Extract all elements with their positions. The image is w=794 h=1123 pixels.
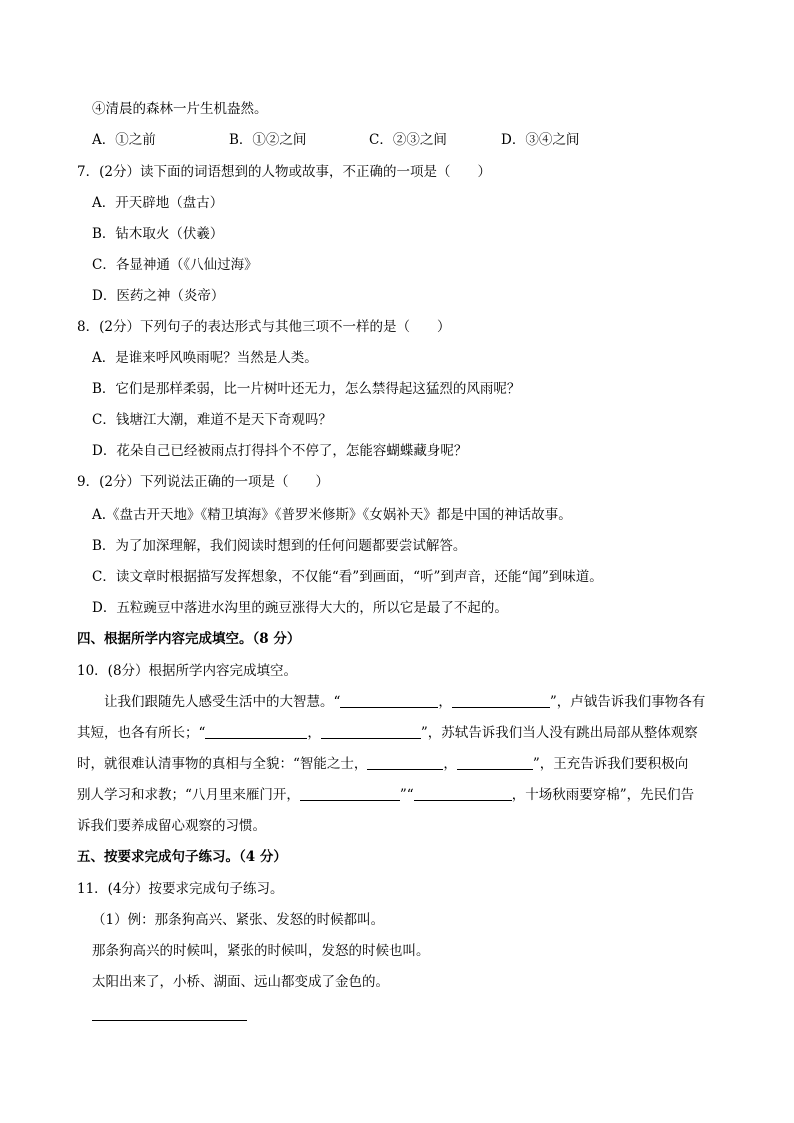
fill-blank[interactable] — [452, 693, 550, 708]
q10-text: 时，就很难认清事物的真相与全貌：“智能之士， — [77, 756, 368, 772]
q6-option-d[interactable]: D．③④之间 — [501, 132, 580, 148]
q10-line-2 — [77, 723, 698, 743]
q10-text: ”“ — [399, 787, 414, 803]
q8-stem: 8．(2分）下列句子的表达形式与其他三项不一样的是（ ） — [77, 319, 451, 335]
q10-text: ”，苏轼告诉我们当人没有跳出局部从整体观察 — [420, 725, 698, 741]
q11-stem: 11．(4分）按要求完成句子练习。 — [77, 881, 284, 897]
q11-answer-line[interactable] — [92, 1020, 247, 1021]
q11-task-sentence: 太阳出来了，小桥、湖面、远山都变成了金色的。 — [92, 974, 389, 990]
q6-option-a[interactable]: A．①之前 — [92, 132, 156, 148]
q10-text: ， — [438, 694, 452, 710]
q6-option-c[interactable]: C．②③之间 — [369, 132, 447, 148]
q10-text: 别人学习和求教；“八月里来雁门开， — [77, 787, 300, 803]
fill-blank[interactable] — [300, 786, 400, 801]
fill-blank[interactable] — [414, 786, 512, 801]
q10-text: ”，王充告诉我们要积极向 — [532, 756, 689, 772]
q7-stem: 7．(2分）读下面的词语想到的人物或故事，不正确的一项是（ ） — [77, 164, 491, 180]
fill-blank[interactable] — [321, 724, 421, 739]
q7-option-c[interactable]: C．各显神通（《八仙过海》 — [92, 257, 258, 273]
q10-text: ， — [307, 725, 321, 741]
fill-blank[interactable] — [367, 755, 443, 770]
q9-option-a[interactable]: A.《盘古开天地》《精卫填海》《普罗米修斯》《女娲补天》都是中国的神话故事。 — [92, 507, 572, 523]
q8-option-b[interactable]: B．它们是那样柔弱，比一片树叶还无力，怎么禁得起这猛烈的风雨呢？ — [92, 381, 521, 397]
fill-blank[interactable] — [340, 693, 438, 708]
q9-option-d[interactable]: D．五粒豌豆中落进水沟里的豌豆涨得大大的，所以它是最了不起的。 — [92, 600, 508, 616]
q10-line-4 — [77, 785, 694, 805]
section-4-heading: 四、根据所学内容完成填空。（8 分） — [77, 631, 301, 647]
q7-option-b[interactable]: B．钻木取火（伏羲） — [92, 226, 224, 242]
q9-stem: 9．(2分）下列说法正确的一项是（ ） — [77, 474, 329, 490]
q11-sub-1: （1）例：那条狗高兴、紧张、发怒的时候都叫。 — [92, 912, 385, 928]
q11-example-answer: 那条狗高兴的时候叫，紧张的时候叫，发怒的时候也叫。 — [92, 943, 430, 959]
q10-text: ”，卢钺告诉我们事物各有 — [549, 694, 706, 710]
q10-line-1 — [104, 692, 705, 712]
q7-option-d[interactable]: D．医药之神（炎帝） — [92, 288, 225, 304]
q6-option-b[interactable]: B．①②之间 — [229, 132, 307, 148]
section-5-heading: 五、按要求完成句子练习。（4 分） — [77, 849, 287, 865]
q9-option-b[interactable]: B．为了加深理解，我们阅读时想到的任何问题都要尝试解答。 — [92, 538, 467, 554]
q10-text: 让我们跟随先人感受生活中的大智慧。“ — [104, 694, 341, 710]
q10-text: 其短，也各有所长；“ — [77, 725, 206, 741]
q10-text: ， — [443, 756, 457, 772]
q9-option-c[interactable]: C．读文章时根据描写发挥想象，不仅能“看”到画面，“听”到声音，还能“闻”到味道。 — [92, 569, 603, 585]
q10-stem: 10．(8分）根据所学内容完成填空。 — [77, 663, 298, 679]
q8-option-a[interactable]: A．是谁来呼风唤雨呢？当然是人类。 — [92, 350, 318, 366]
q10-line-3 — [77, 754, 688, 774]
q8-option-c[interactable]: C．钱塘江大潮，难道不是天下奇观吗？ — [92, 412, 332, 428]
fill-blank[interactable] — [205, 724, 307, 739]
q10-line-5: 诉我们要养成留心观察的习惯。 — [77, 818, 266, 834]
q8-option-d[interactable]: D．花朵自己已经被雨点打得抖个不停了，怎能容蝴蝶藏身呢？ — [92, 443, 468, 459]
q7-option-a[interactable]: A．开天辟地（盘古） — [92, 195, 224, 211]
fill-blank[interactable] — [457, 755, 533, 770]
q10-text: ，十场秋雨要穿棉”，先民们告 — [511, 787, 695, 803]
q6-item-4: ④清晨的森林一片生机盎然。 — [92, 101, 268, 117]
q6-options — [92, 130, 692, 150]
